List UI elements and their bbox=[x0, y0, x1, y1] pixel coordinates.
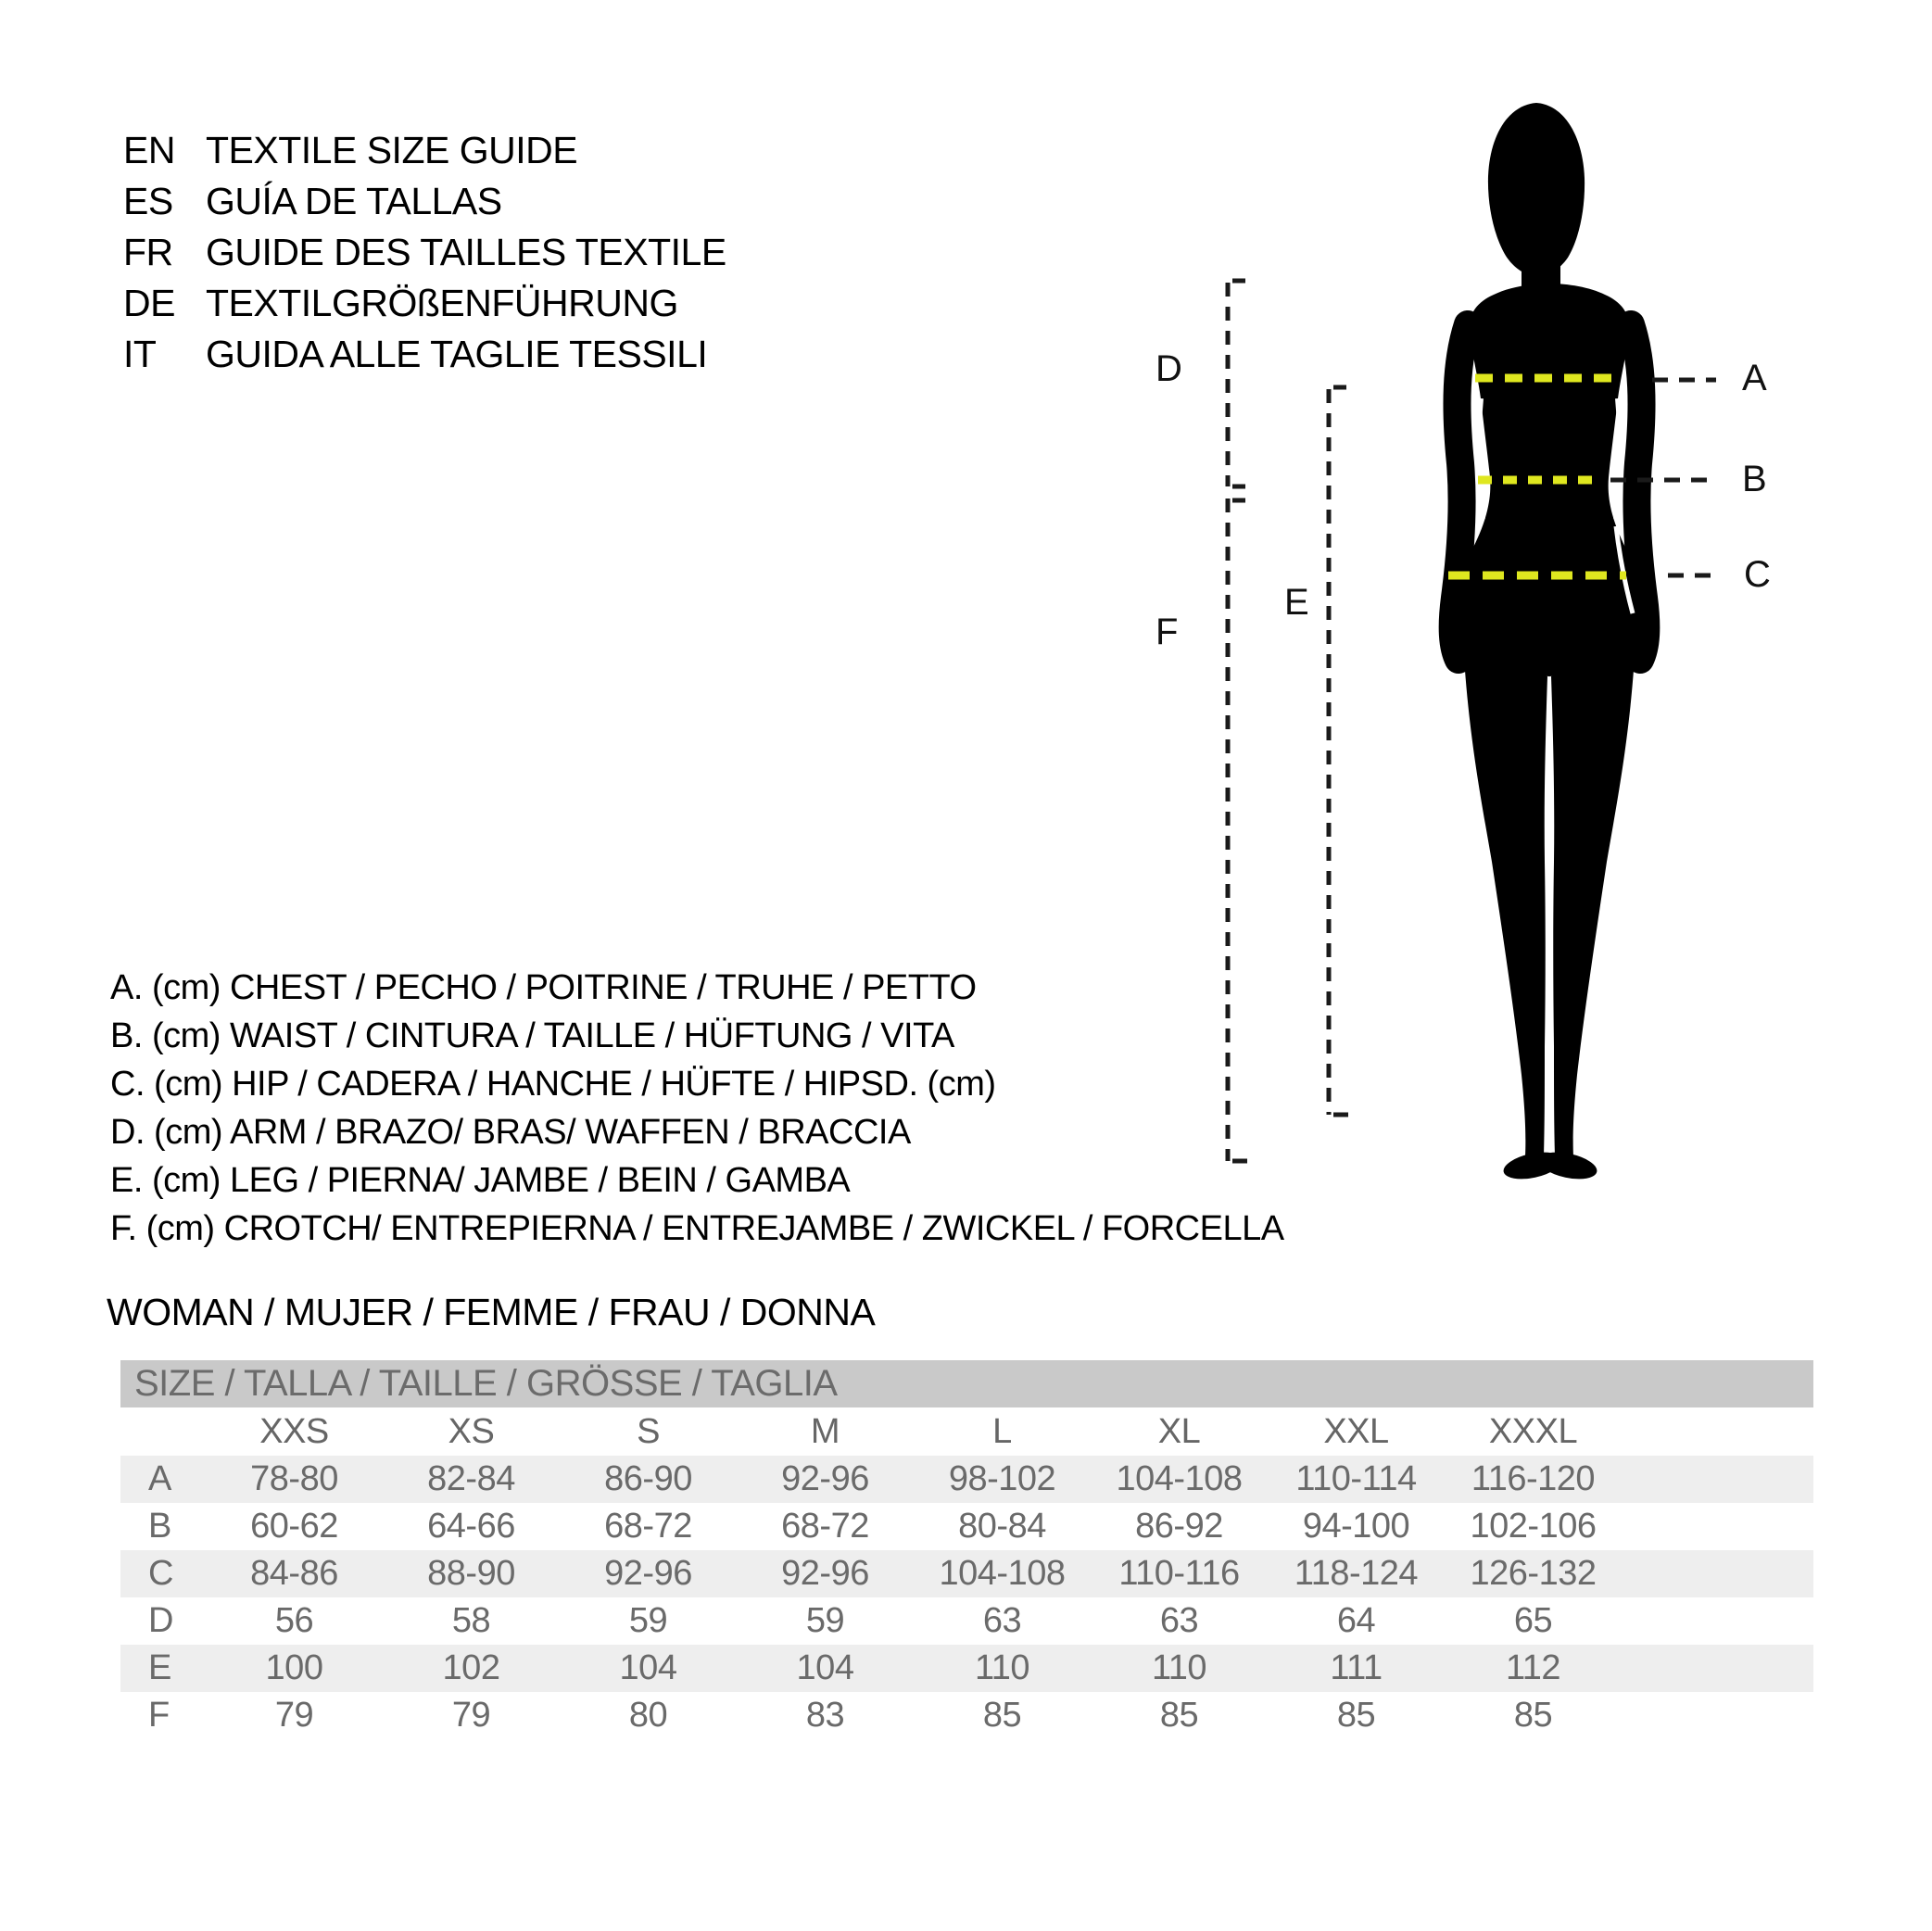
table-cell: 63 bbox=[1159, 1601, 1199, 1640]
table-row bbox=[120, 1503, 1813, 1550]
left-arm bbox=[1453, 324, 1468, 660]
table-cell: 85 bbox=[982, 1696, 1022, 1735]
table-row bbox=[120, 1692, 1813, 1739]
table-cell: 80 bbox=[628, 1696, 668, 1735]
table-cell: 112 bbox=[1505, 1648, 1561, 1687]
size-table bbox=[120, 1360, 1813, 1739]
row-label: F bbox=[148, 1696, 170, 1735]
description-line: D. (cm) ARM / BRAZO/ BRAS/ WAFFEN / BRACCIA bbox=[110, 1113, 911, 1152]
table-cell: 65 bbox=[1513, 1601, 1553, 1640]
table-cell: 88-90 bbox=[427, 1554, 515, 1593]
guide-title: GUIDA ALLE TAGLIE TESSILI bbox=[206, 333, 708, 375]
table-cell: 116-120 bbox=[1471, 1459, 1596, 1498]
table-row bbox=[120, 1597, 1813, 1645]
label-chest: A bbox=[1742, 358, 1767, 398]
table-cell: 63 bbox=[982, 1601, 1022, 1640]
language-code: ES bbox=[123, 180, 173, 222]
woman-silhouette bbox=[1453, 103, 1647, 1183]
table-cell: 110 bbox=[1151, 1648, 1207, 1687]
table-cell: 94-100 bbox=[1302, 1507, 1410, 1546]
table-cell: 80-84 bbox=[958, 1507, 1046, 1546]
gender-heading: WOMAN / MUJER / FEMME / FRAU / DONNA bbox=[107, 1291, 876, 1333]
table-cell: 111 bbox=[1330, 1648, 1383, 1687]
table-cell: 98-102 bbox=[948, 1459, 1056, 1498]
left-leg bbox=[1462, 621, 1547, 1156]
guide-title: GUIDE DES TAILLES TEXTILE bbox=[206, 231, 726, 273]
size-column-header: L bbox=[992, 1411, 1012, 1451]
table-cell: 60-62 bbox=[250, 1507, 338, 1546]
table-cell: 102 bbox=[442, 1648, 500, 1687]
table-cell: 64 bbox=[1336, 1601, 1376, 1640]
table-cell: 85 bbox=[1513, 1696, 1553, 1735]
table-cell: 78-80 bbox=[250, 1459, 338, 1498]
table-cell: 83 bbox=[805, 1696, 845, 1735]
guide-title: TEXTILE SIZE GUIDE bbox=[206, 129, 578, 171]
table-cell: 64-66 bbox=[427, 1507, 515, 1546]
size-column-header: XXL bbox=[1323, 1411, 1389, 1451]
language-title-block bbox=[123, 125, 726, 380]
description-line: A. (cm) CHEST / PECHO / POITRINE / TRUHE / PETTO bbox=[110, 968, 977, 1007]
table-cell: 100 bbox=[265, 1648, 323, 1687]
label-arm: D bbox=[1155, 348, 1182, 389]
label-hip: C bbox=[1744, 554, 1771, 595]
table-cell: 110 bbox=[974, 1648, 1030, 1687]
table-cell: 102-106 bbox=[1470, 1507, 1597, 1546]
table-cell: 59 bbox=[805, 1601, 845, 1640]
label-crotch: F bbox=[1155, 612, 1178, 652]
table-cell: 86-92 bbox=[1135, 1507, 1223, 1546]
table-cell: 56 bbox=[274, 1601, 314, 1640]
table-cell: 110-114 bbox=[1295, 1459, 1417, 1498]
right-leg bbox=[1551, 621, 1636, 1156]
language-row bbox=[123, 227, 726, 278]
description-line: C. (cm) HIP / CADERA / HANCHE / HÜFTE / HIPSD. (cm) bbox=[110, 1065, 996, 1104]
table-cell: 84-86 bbox=[250, 1554, 338, 1593]
table-cell: 79 bbox=[451, 1696, 491, 1735]
size-column-header: S bbox=[637, 1411, 660, 1451]
language-row bbox=[123, 176, 726, 227]
language-code: EN bbox=[123, 129, 175, 171]
table-cell: 82-84 bbox=[427, 1459, 515, 1498]
table-cell: 104 bbox=[796, 1648, 854, 1687]
table-cell: 110-116 bbox=[1118, 1554, 1240, 1593]
table-cell: 68-72 bbox=[604, 1507, 692, 1546]
label-waist: B bbox=[1742, 459, 1767, 499]
table-cell: 59 bbox=[628, 1601, 668, 1640]
description-line: B. (cm) WAIST / CINTURA / TAILLE / HÜFTUNG / VITA bbox=[110, 1016, 954, 1055]
size-column-header: XXS bbox=[259, 1411, 329, 1451]
guide-title: TEXTILGRÖßENFÜHRUNG bbox=[206, 282, 678, 324]
table-cell: 58 bbox=[451, 1601, 491, 1640]
table-cell: 118-124 bbox=[1294, 1554, 1419, 1593]
size-table-header: SIZE / TALLA / TAILLE / GRÖSSE / TAGLIA bbox=[120, 1360, 1813, 1407]
size-column-header: XS bbox=[448, 1411, 495, 1451]
table-cell: 92-96 bbox=[781, 1459, 869, 1498]
table-cell: 92-96 bbox=[781, 1554, 869, 1593]
table-row bbox=[120, 1456, 1813, 1503]
table-cell: 68-72 bbox=[781, 1507, 869, 1546]
label-leg: E bbox=[1284, 582, 1309, 623]
size-column-header: M bbox=[810, 1411, 840, 1451]
language-row bbox=[123, 125, 726, 176]
table-row bbox=[120, 1550, 1813, 1597]
table-cell: 126-132 bbox=[1470, 1554, 1597, 1593]
row-label: D bbox=[148, 1601, 173, 1640]
row-label: B bbox=[148, 1507, 171, 1546]
table-cell: 85 bbox=[1159, 1696, 1199, 1735]
language-code: FR bbox=[123, 231, 173, 273]
description-line: F. (cm) CROTCH/ ENTREPIERNA / ENTREJAMBE / ZWICKEL / FORCELLA bbox=[110, 1209, 1284, 1248]
language-code: DE bbox=[123, 282, 175, 324]
guide-title: GUÍA DE TALLAS bbox=[206, 180, 502, 222]
language-row bbox=[123, 278, 726, 329]
row-label: A bbox=[148, 1459, 171, 1498]
right-arm-gap bbox=[1616, 398, 1621, 519]
language-code: IT bbox=[123, 333, 157, 375]
table-cell: 79 bbox=[274, 1696, 314, 1735]
size-header-row bbox=[120, 1407, 1813, 1456]
table-cell: 104-108 bbox=[939, 1554, 1066, 1593]
description-line: E. (cm) LEG / PIERNA/ JAMBE / BEIN / GAMBA bbox=[110, 1161, 851, 1200]
language-row bbox=[123, 329, 726, 380]
table-cell: 104 bbox=[619, 1648, 677, 1687]
table-cell: 92-96 bbox=[604, 1554, 692, 1593]
size-column-header: XL bbox=[1157, 1411, 1201, 1451]
row-label: E bbox=[148, 1648, 171, 1687]
row-label: C bbox=[148, 1554, 173, 1593]
table-row bbox=[120, 1645, 1813, 1692]
table-cell: 104-108 bbox=[1116, 1459, 1243, 1498]
table-cell: 85 bbox=[1336, 1696, 1376, 1735]
table-cell: 86-90 bbox=[604, 1459, 692, 1498]
measurement-descriptions bbox=[110, 964, 1284, 1253]
left-arm-gap bbox=[1478, 398, 1483, 519]
size-column-header: XXXL bbox=[1488, 1411, 1578, 1451]
